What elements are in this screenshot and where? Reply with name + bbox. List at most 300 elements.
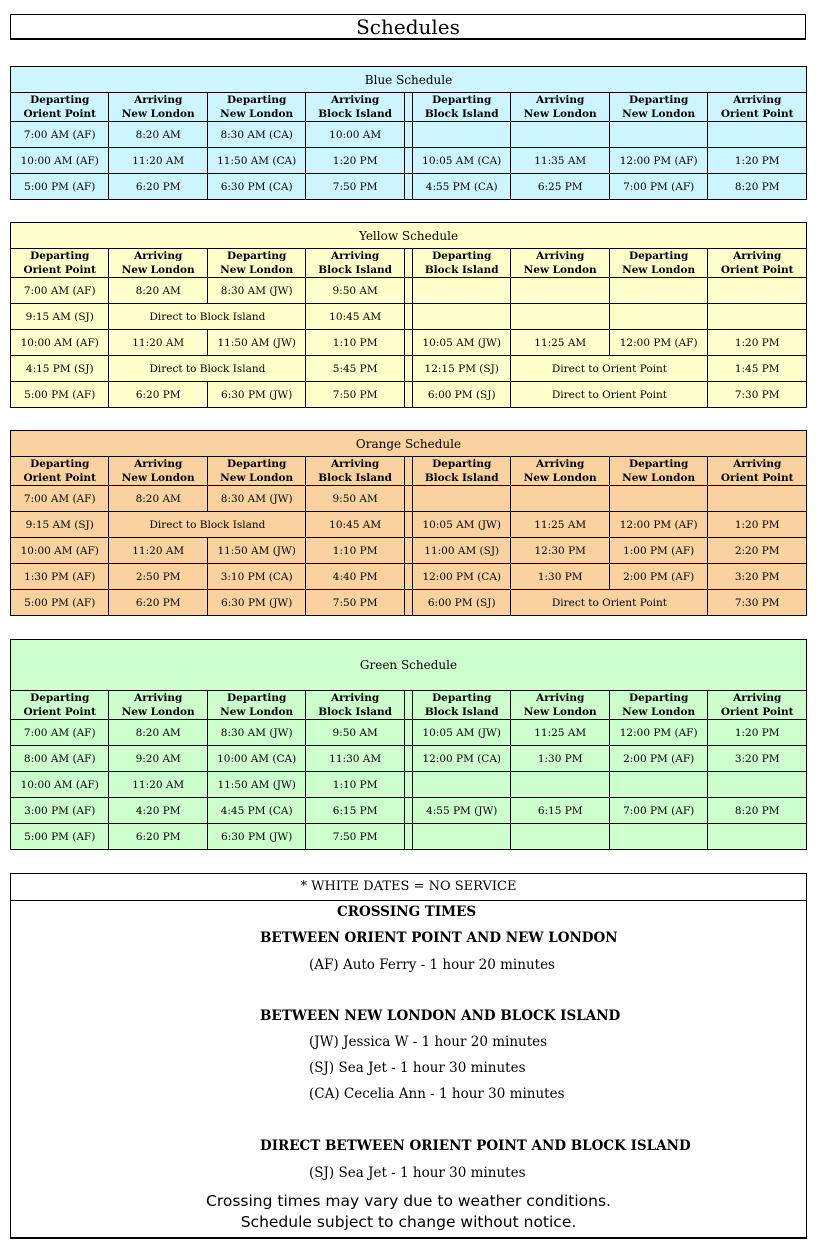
time-cell: 8:00 AM (AF)	[11, 746, 109, 772]
column-header	[306, 457, 404, 486]
time-cell: 11:30 AM	[306, 746, 404, 772]
column-header-row	[11, 457, 807, 486]
column-header-line: Arriving	[536, 692, 585, 704]
schedule-row	[11, 304, 807, 330]
blue-schedule-table	[10, 66, 807, 200]
column-header	[207, 691, 305, 720]
column-header	[207, 457, 305, 486]
column-header	[306, 249, 404, 278]
column-header	[412, 249, 510, 278]
column-header-line: Departing	[629, 692, 689, 704]
divider-cell	[404, 122, 412, 148]
time-cell	[609, 772, 707, 798]
direct-route-cell: Direct to Block Island	[109, 512, 306, 538]
column-header-line: New London	[622, 108, 696, 120]
time-cell: 5:00 PM (AF)	[11, 382, 109, 408]
column-header-line: Arriving	[536, 94, 585, 106]
column-header-line: New London	[121, 108, 195, 120]
time-cell: 9:50 AM	[306, 720, 404, 746]
time-cell: 12:00 PM (CA)	[412, 564, 510, 590]
time-cell: 3:00 PM (AF)	[11, 798, 109, 824]
column-header-line: Orient Point	[720, 264, 794, 276]
time-cell: 2:20 PM	[708, 538, 807, 564]
direct-route-cell: Direct to Block Island	[109, 356, 306, 382]
column-header-line: Departing	[227, 458, 287, 470]
column-header-line: New London	[220, 264, 294, 276]
time-cell: 1:30 PM	[511, 564, 609, 590]
column-header-line: Departing	[432, 458, 492, 470]
time-cell	[708, 772, 807, 798]
column-header-line: Arriving	[536, 250, 585, 262]
time-cell: 8:30 AM (CA)	[207, 122, 305, 148]
divider-cell	[404, 330, 412, 356]
time-cell: 6:30 PM (JW)	[207, 824, 305, 850]
time-cell: 10:00 AM (AF)	[11, 772, 109, 798]
time-cell	[609, 304, 707, 330]
time-cell	[511, 122, 609, 148]
divider-cell	[404, 720, 412, 746]
time-cell: 6:25 PM	[511, 174, 609, 200]
time-cell: 6:00 PM (SJ)	[412, 590, 510, 616]
divider-cell	[404, 564, 412, 590]
column-header-line: New London	[220, 472, 294, 484]
column-header-line: Block Island	[318, 264, 393, 276]
time-cell: 7:50 PM	[306, 824, 404, 850]
column-header-line: Orient Point	[23, 472, 97, 484]
time-cell: 5:00 PM (AF)	[11, 824, 109, 850]
column-header-line: Departing	[432, 250, 492, 262]
time-cell: 11:50 AM (JW)	[207, 330, 305, 356]
direct-route-cell: Direct to Orient Point	[511, 356, 708, 382]
divider-cell	[404, 824, 412, 850]
column-header-line: Departing	[432, 692, 492, 704]
column-header-line: Orient Point	[23, 108, 97, 120]
column-header-line: Departing	[432, 94, 492, 106]
time-cell	[412, 278, 510, 304]
column-header	[609, 249, 707, 278]
column-header-line: Departing	[227, 94, 287, 106]
column-header	[708, 691, 807, 720]
time-cell: 1:20 PM	[708, 512, 807, 538]
time-cell: 1:10 PM	[306, 330, 404, 356]
time-cell: 3:20 PM	[708, 564, 807, 590]
time-cell: 11:20 AM	[109, 772, 207, 798]
time-cell: 8:30 AM (JW)	[207, 278, 305, 304]
footer-change-note: Schedule subject to change without notice.	[240, 1213, 577, 1231]
time-cell: 7:00 AM (AF)	[11, 720, 109, 746]
time-cell: 8:20 AM	[109, 278, 207, 304]
column-header	[511, 691, 609, 720]
column-header-line: Arriving	[331, 250, 380, 262]
column-header-line: New London	[523, 472, 597, 484]
sj-crossing: (SJ) Sea Jet - 1 hour 30 minutes	[309, 1060, 526, 1076]
time-cell: 7:50 PM	[306, 590, 404, 616]
time-cell	[708, 824, 807, 850]
time-cell: 10:00 AM (CA)	[207, 746, 305, 772]
time-cell: 9:15 AM (SJ)	[11, 512, 109, 538]
schedule-row	[11, 772, 807, 798]
divider-cell	[404, 486, 412, 512]
column-header	[511, 93, 609, 122]
time-cell: 6:20 PM	[109, 174, 207, 200]
time-cell: 1:30 PM (AF)	[11, 564, 109, 590]
time-cell	[412, 122, 510, 148]
column-header-line: Block Island	[318, 706, 393, 718]
column-header	[207, 249, 305, 278]
time-cell: 4:15 PM (SJ)	[11, 356, 109, 382]
column-header-line: Arriving	[134, 692, 183, 704]
schedule-row	[11, 746, 807, 772]
divider-cell	[404, 174, 412, 200]
time-cell: 8:30 AM (JW)	[207, 486, 305, 512]
column-header-line: Departing	[629, 458, 689, 470]
sj-direct-crossing: (SJ) Sea Jet - 1 hour 30 minutes	[309, 1165, 526, 1181]
yellow-schedule-title: Yellow Schedule	[11, 223, 807, 249]
schedule-row	[11, 590, 807, 616]
column-header-line: Block Island	[424, 706, 499, 718]
column-header-line: Block Island	[318, 108, 393, 120]
time-cell: 7:00 PM (AF)	[609, 798, 707, 824]
column-header	[109, 249, 207, 278]
divider-cell	[404, 382, 412, 408]
time-cell	[511, 824, 609, 850]
time-cell: 4:20 PM	[109, 798, 207, 824]
schedule-row	[11, 356, 807, 382]
time-cell: 2:50 PM	[109, 564, 207, 590]
notes-box	[10, 873, 807, 1239]
time-cell: 5:00 PM (AF)	[11, 174, 109, 200]
schedule-row	[11, 122, 807, 148]
time-cell: 5:00 PM (AF)	[11, 590, 109, 616]
column-header-row	[11, 93, 807, 122]
divider-cell	[404, 538, 412, 564]
time-cell: 6:20 PM	[109, 382, 207, 408]
time-cell: 12:00 PM (AF)	[609, 148, 707, 174]
schedule-row	[11, 512, 807, 538]
column-header	[11, 249, 109, 278]
time-cell	[708, 486, 807, 512]
time-cell: 11:20 AM	[109, 330, 207, 356]
schedule-row	[11, 720, 807, 746]
time-cell: 3:10 PM (CA)	[207, 564, 305, 590]
time-cell: 11:50 AM (CA)	[207, 148, 305, 174]
column-header	[609, 457, 707, 486]
time-cell: 11:25 AM	[511, 512, 609, 538]
time-cell: 10:45 AM	[306, 512, 404, 538]
time-cell: 7:00 PM (AF)	[609, 174, 707, 200]
column-header-line: Arriving	[733, 458, 782, 470]
time-cell: 8:30 AM (JW)	[207, 720, 305, 746]
time-cell: 2:00 PM (AF)	[609, 564, 707, 590]
schedule-row	[11, 564, 807, 590]
time-cell: 4:40 PM	[306, 564, 404, 590]
column-header-line: Orient Point	[720, 108, 794, 120]
time-cell: 1:20 PM	[306, 148, 404, 174]
divider-cell	[404, 93, 412, 122]
time-cell: 6:20 PM	[109, 590, 207, 616]
column-header-line: Arriving	[134, 458, 183, 470]
schedule-row	[11, 538, 807, 564]
nl-bi-heading: BETWEEN NEW LONDON AND BLOCK ISLAND	[260, 1008, 621, 1024]
time-cell: 12:00 PM (AF)	[609, 330, 707, 356]
time-cell: 2:00 PM (AF)	[609, 746, 707, 772]
time-cell: 11:20 AM	[109, 148, 207, 174]
column-header-line: Departing	[30, 692, 90, 704]
column-header	[708, 249, 807, 278]
divider-cell	[404, 691, 412, 720]
yellow-schedule-table	[10, 222, 807, 408]
column-header	[11, 93, 109, 122]
time-cell: 8:20 PM	[708, 174, 807, 200]
column-header-line: Departing	[227, 250, 287, 262]
column-header-line: Arriving	[733, 250, 782, 262]
time-cell: 7:30 PM	[708, 590, 807, 616]
time-cell: 10:45 AM	[306, 304, 404, 330]
column-header-line: New London	[121, 472, 195, 484]
column-header-line: Block Island	[424, 264, 499, 276]
time-cell: 8:20 PM	[708, 798, 807, 824]
column-header-line: New London	[523, 108, 597, 120]
time-cell: 6:20 PM	[109, 824, 207, 850]
time-cell: 7:00 AM (AF)	[11, 122, 109, 148]
time-cell: 9:15 AM (SJ)	[11, 304, 109, 330]
time-cell: 8:20 AM	[109, 486, 207, 512]
divider-cell	[404, 249, 412, 278]
time-cell: 8:20 AM	[109, 122, 207, 148]
page-title: Schedules	[10, 14, 806, 40]
direct-route-cell: Direct to Orient Point	[511, 590, 708, 616]
divider-cell	[404, 798, 412, 824]
time-cell: 1:10 PM	[306, 772, 404, 798]
time-cell	[511, 772, 609, 798]
column-header-line: Arriving	[331, 458, 380, 470]
time-cell: 7:50 PM	[306, 174, 404, 200]
column-header	[708, 457, 807, 486]
time-cell	[708, 278, 807, 304]
divider-cell	[404, 590, 412, 616]
column-header-line: New London	[523, 706, 597, 718]
column-header-row	[11, 249, 807, 278]
footer-weather-note: Crossing times may vary due to weather conditions.	[206, 1192, 611, 1210]
column-header-line: Arriving	[536, 458, 585, 470]
divider-cell	[404, 746, 412, 772]
column-header	[412, 691, 510, 720]
column-header-line: Departing	[629, 94, 689, 106]
column-header	[412, 457, 510, 486]
time-cell: 4:45 PM (CA)	[207, 798, 305, 824]
time-cell: 11:35 AM	[511, 148, 609, 174]
column-header-line: Block Island	[318, 472, 393, 484]
column-header-line: Arriving	[134, 94, 183, 106]
time-cell: 6:00 PM (SJ)	[412, 382, 510, 408]
time-cell	[511, 304, 609, 330]
column-header-line: New London	[220, 108, 294, 120]
time-cell	[511, 486, 609, 512]
ca-crossing: (CA) Cecelia Ann - 1 hour 30 minutes	[309, 1086, 565, 1102]
column-header	[412, 93, 510, 122]
column-header-line: Orient Point	[23, 706, 97, 718]
crossing-times-heading: CROSSING TIMES	[337, 904, 477, 920]
column-header-line: Departing	[227, 692, 287, 704]
op-nl-heading: BETWEEN ORIENT POINT AND NEW LONDON	[260, 930, 618, 946]
time-cell: 10:00 AM (AF)	[11, 330, 109, 356]
column-header-line: Arriving	[733, 94, 782, 106]
column-header	[306, 691, 404, 720]
no-service-note: * WHITE DATES = NO SERVICE	[11, 874, 806, 901]
time-cell: 11:50 AM (JW)	[207, 538, 305, 564]
time-cell	[609, 278, 707, 304]
time-cell: 1:45 PM	[708, 356, 807, 382]
time-cell: 7:50 PM	[306, 382, 404, 408]
column-header	[11, 691, 109, 720]
column-header-line: Departing	[629, 250, 689, 262]
column-header	[511, 457, 609, 486]
time-cell: 7:30 PM	[708, 382, 807, 408]
time-cell: 1:30 PM	[511, 746, 609, 772]
time-cell: 9:50 AM	[306, 486, 404, 512]
schedule-row	[11, 174, 807, 200]
schedule-row	[11, 798, 807, 824]
time-cell	[511, 278, 609, 304]
time-cell: 1:10 PM	[306, 538, 404, 564]
column-header	[609, 93, 707, 122]
schedule-row	[11, 486, 807, 512]
column-header-row	[11, 691, 807, 720]
time-cell: 10:05 AM (CA)	[412, 148, 510, 174]
column-header-line: Departing	[30, 458, 90, 470]
column-header	[609, 691, 707, 720]
time-cell: 4:55 PM (CA)	[412, 174, 510, 200]
divider-cell	[404, 356, 412, 382]
time-cell: 11:00 AM (SJ)	[412, 538, 510, 564]
time-cell	[609, 122, 707, 148]
column-header-line: New London	[121, 264, 195, 276]
schedule-row	[11, 382, 807, 408]
schedule-row	[11, 824, 807, 850]
time-cell: 1:20 PM	[708, 148, 807, 174]
green-schedule-table	[10, 639, 807, 850]
time-cell	[412, 824, 510, 850]
time-cell: 12:30 PM	[511, 538, 609, 564]
time-cell	[708, 304, 807, 330]
time-cell: 11:25 AM	[511, 720, 609, 746]
divider-cell	[404, 148, 412, 174]
column-header	[109, 691, 207, 720]
column-header-line: Orient Point	[720, 706, 794, 718]
time-cell	[412, 304, 510, 330]
time-cell: 1:00 PM (AF)	[609, 538, 707, 564]
column-header-line: Orient Point	[23, 264, 97, 276]
column-header-line: Block Island	[424, 472, 499, 484]
time-cell: 10:00 AM (AF)	[11, 148, 109, 174]
time-cell: 12:15 PM (SJ)	[412, 356, 510, 382]
column-header-line: New London	[523, 264, 597, 276]
time-cell: 12:00 PM (AF)	[609, 512, 707, 538]
orange-schedule-title: Orange Schedule	[11, 431, 807, 457]
column-header	[207, 93, 305, 122]
time-cell: 6:30 PM (CA)	[207, 174, 305, 200]
direct-route-cell: Direct to Block Island	[109, 304, 306, 330]
time-cell: 9:50 AM	[306, 278, 404, 304]
time-cell: 11:20 AM	[109, 538, 207, 564]
column-header-line: New London	[121, 706, 195, 718]
column-header	[11, 457, 109, 486]
time-cell	[609, 824, 707, 850]
column-header-line: Arriving	[331, 94, 380, 106]
column-header-line: Block Island	[424, 108, 499, 120]
time-cell: 12:00 PM (AF)	[609, 720, 707, 746]
divider-cell	[404, 304, 412, 330]
jw-crossing: (JW) Jessica W - 1 hour 20 minutes	[309, 1034, 548, 1050]
time-cell: 8:20 AM	[109, 720, 207, 746]
time-cell: 10:05 AM (JW)	[412, 720, 510, 746]
column-header-line: New London	[220, 706, 294, 718]
green-schedule-title: Green Schedule	[11, 640, 807, 691]
time-cell	[412, 772, 510, 798]
column-header	[109, 457, 207, 486]
column-header-line: New London	[622, 706, 696, 718]
time-cell: 6:30 PM (JW)	[207, 382, 305, 408]
time-cell	[708, 122, 807, 148]
time-cell: 1:20 PM	[708, 720, 807, 746]
divider-cell	[404, 457, 412, 486]
time-cell: 6:15 PM	[306, 798, 404, 824]
time-cell: 7:00 AM (AF)	[11, 486, 109, 512]
time-cell: 10:00 AM	[306, 122, 404, 148]
column-header-line: New London	[622, 472, 696, 484]
column-header-line: Departing	[30, 94, 90, 106]
time-cell: 6:15 PM	[511, 798, 609, 824]
column-header	[109, 93, 207, 122]
divider-cell	[404, 512, 412, 538]
column-header-line: Orient Point	[720, 472, 794, 484]
column-header	[511, 249, 609, 278]
time-cell: 10:05 AM (JW)	[412, 330, 510, 356]
schedule-row	[11, 148, 807, 174]
time-cell: 5:45 PM	[306, 356, 404, 382]
time-cell: 11:25 AM	[511, 330, 609, 356]
column-header-line: Arriving	[331, 692, 380, 704]
divider-cell	[404, 278, 412, 304]
divider-cell	[404, 772, 412, 798]
blue-schedule-title: Blue Schedule	[11, 67, 807, 93]
time-cell	[412, 486, 510, 512]
time-cell: 12:00 PM (CA)	[412, 746, 510, 772]
column-header-line: Arriving	[733, 692, 782, 704]
direct-heading: DIRECT BETWEEN ORIENT POINT AND BLOCK ISLAND	[260, 1138, 691, 1154]
column-header	[708, 93, 807, 122]
af-crossing: (AF) Auto Ferry - 1 hour 20 minutes	[309, 957, 555, 973]
schedule-row	[11, 278, 807, 304]
column-header-line: Arriving	[134, 250, 183, 262]
orange-schedule-table	[10, 430, 807, 616]
time-cell: 10:05 AM (JW)	[412, 512, 510, 538]
time-cell: 6:30 PM (JW)	[207, 590, 305, 616]
time-cell: 11:50 AM (JW)	[207, 772, 305, 798]
time-cell: 4:55 PM (JW)	[412, 798, 510, 824]
time-cell: 1:20 PM	[708, 330, 807, 356]
column-header	[306, 93, 404, 122]
time-cell: 10:00 AM (AF)	[11, 538, 109, 564]
direct-route-cell: Direct to Orient Point	[511, 382, 708, 408]
time-cell	[609, 486, 707, 512]
column-header-line: New London	[622, 264, 696, 276]
time-cell: 9:20 AM	[109, 746, 207, 772]
column-header-line: Departing	[30, 250, 90, 262]
schedule-row	[11, 330, 807, 356]
time-cell: 7:00 AM (AF)	[11, 278, 109, 304]
time-cell: 3:20 PM	[708, 746, 807, 772]
